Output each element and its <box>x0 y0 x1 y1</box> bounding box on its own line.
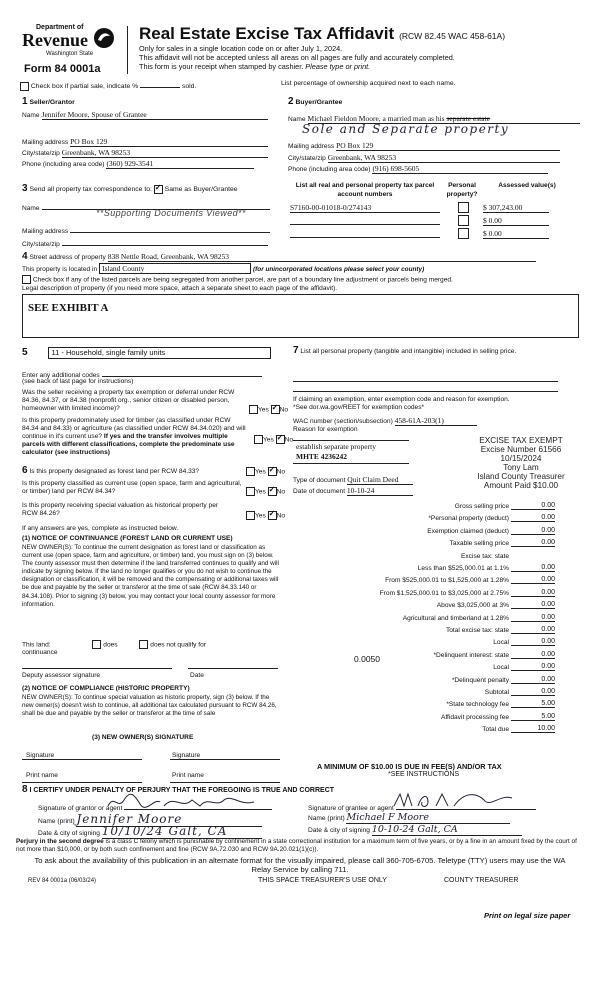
parcels-header-personal: Personal property? <box>446 182 478 198</box>
grantee-signature-row <box>308 800 536 812</box>
exemption-no-checkbox[interactable] <box>271 405 280 414</box>
calc-row-value[interactable]: 0.00 <box>511 663 555 671</box>
revision-code: REV 84 0001a (06/03/24) <box>28 878 97 884</box>
notice1-title: (1) NOTICE OF CONTINUANCE (FOREST LAND OR CURRENT USE) <box>22 535 233 542</box>
calc-row-label: Local <box>493 639 509 647</box>
section-2-number: 2 <box>288 96 294 107</box>
grantor-date-row <box>38 824 262 839</box>
calc-row-value[interactable]: 0.00 <box>511 676 555 684</box>
legal-description-label: Legal description of property (if you need more space, attach a separate sheet to each page of the affidavit). <box>22 285 338 292</box>
personal-property-text: List all personal property (tangible and intangible) included in selling price. <box>300 348 517 355</box>
calc-row-value[interactable]: 0.00 <box>511 651 555 659</box>
grantor-name-label: Name (print) <box>38 818 75 825</box>
this-land-row <box>22 640 206 649</box>
wac-label: WAC number (section/subsection) <box>293 418 393 425</box>
deputy-signature-line[interactable] <box>22 667 172 669</box>
buyer-title: Buyer/Grantee <box>295 99 343 106</box>
section-6-number: 6 <box>22 465 28 476</box>
notice2-body: NEW OWNER(S): To continue special valuation as historic property, sign (3) below. If the new owner(s) doesn't wish to continue, all additional tax calculated pursuant to RCW 84.26, shall be due and payable by the seller or transferor at the time of sale <box>22 694 277 718</box>
wac-row <box>293 416 477 426</box>
owner-signature-label-1: Signature <box>26 752 55 759</box>
header-sub3-text: This form is your receipt when stamped by cashier. <box>139 62 304 71</box>
doc-date[interactable]: 10-10-24 <box>347 486 413 496</box>
street-address-row <box>22 251 536 262</box>
partial-sale-percent[interactable] <box>140 80 180 88</box>
reason-label: Reason for exemption <box>293 426 358 433</box>
additional-codes-input[interactable] <box>102 369 262 377</box>
legal-description-box[interactable] <box>22 294 579 338</box>
calc-row-value[interactable]: 0.00 <box>511 626 555 634</box>
buyer-mailing-row <box>288 141 560 151</box>
buyer-phone[interactable]: (916) 698-5605 <box>372 164 548 174</box>
calc-row-label: Gross selling price <box>454 503 509 510</box>
county-select[interactable]: Island County <box>99 263 251 274</box>
personal-property-line-2[interactable] <box>293 390 558 392</box>
forest-question <box>22 465 242 476</box>
parcel-assessed[interactable]: $ 0.00 <box>483 229 549 239</box>
land-does-not-checkbox[interactable] <box>139 640 148 649</box>
yes-label: Yes <box>263 436 274 444</box>
timber-answers <box>254 435 293 444</box>
yes-label: Yes <box>255 488 266 496</box>
buyer-mailing-label: Mailing address <box>288 143 335 150</box>
buyer-phone-label: Phone (including area code) <box>288 166 371 173</box>
stamp-line2: Excise Number 61566 <box>480 445 562 454</box>
seller-city[interactable]: Greenbank, WA 98253 <box>62 148 268 158</box>
calc-row-label: *State technology fee <box>446 701 509 709</box>
calc-row-value[interactable]: 10.00 <box>511 725 555 733</box>
correspondence-mailing-label: Mailing address <box>22 228 69 235</box>
section-8-number: 8 <box>22 784 28 795</box>
local-rate: 0.0050 <box>354 654 380 664</box>
section-5-number: 5 <box>22 347 28 358</box>
header-sub1: Only for sales in a single location code on or after July 1, 2024. <box>139 44 343 53</box>
calc-row-label: Subtotal <box>484 689 509 696</box>
correspondence-city-row <box>22 237 268 248</box>
reason-line-1[interactable]: establish separate property <box>296 442 376 451</box>
see-back-note: (see back of last page for instructions) <box>22 378 134 385</box>
parcel-row-2 <box>290 216 570 226</box>
department-seal-icon <box>92 26 116 50</box>
calc-row-value[interactable]: 0.00 <box>511 539 555 547</box>
agency-state: Washington State <box>46 51 94 57</box>
timber-question-bold: If yes and the transfer involves multiple parcels with different classifications, complete the predominate use calculator (see instructions) <box>22 433 235 456</box>
correspondence-title: Send all property tax correspondence to: <box>29 186 152 193</box>
header-sub3 <box>139 62 370 71</box>
same-as-buyer-label: Same as Buyer/Grantee <box>164 186 238 193</box>
calc-row-value[interactable]: 5.00 <box>511 700 555 708</box>
no-label: No <box>284 436 294 444</box>
seller-mailing[interactable]: PO Box 129 <box>70 137 268 147</box>
legal-description: SEE EXHIBIT A <box>28 302 109 314</box>
calc-row-label: *Delinquent penalty <box>451 676 509 684</box>
grantor-signature-scribble <box>104 792 274 812</box>
seller-title: Seller/Grantor <box>29 99 75 106</box>
historic-question: Is this property receiving special valuation as historical property per RCW 84.26? <box>22 502 219 517</box>
parcels-header-list: List all real and personal property tax parcel account numbers <box>295 182 435 198</box>
calc-row-label: Less than $525,000.01 at 1.1% <box>417 565 509 572</box>
additional-codes-label: Enter any additional codes <box>22 372 100 379</box>
seller-phone-row <box>22 159 254 169</box>
current-use-no-checkbox[interactable] <box>268 487 277 496</box>
perjury-text: Perjury in the second degree is a class C felony which is punishable by confinement in a state correctional institution for a maximum term of five years, or by a fine in an amount fixed by the court of not more than $10,000, or by both such confinement and fine (RCW 9A.72.030 and RCW 9A.20.021(1)(c)). <box>16 838 577 853</box>
located-row <box>22 263 424 274</box>
owner-print-line-1[interactable] <box>22 781 142 783</box>
parcel-row-1 <box>290 203 570 213</box>
exemption-claim-note: If claiming an exemption, enter exemption code and reason for exemption. *See dor.wa.gov/REET for exemption codes* <box>293 396 510 411</box>
buyer-name-text: Michael Fieldon Moore, a married man as his <box>307 114 445 123</box>
grantee-date-label: Date & city of signing <box>308 827 370 834</box>
doc-type-row <box>293 475 413 485</box>
form-title <box>139 24 505 44</box>
certify-text: I CERTIFY UNDER PENALTY OF PERJURY THAT THE FOREGOING IS TRUE AND CORRECT <box>29 787 335 794</box>
calc-row-label: Exemption claimed (deduct) <box>427 527 509 535</box>
perjury-lead: Perjury in the second degree <box>16 838 104 845</box>
grantee-signature[interactable] <box>396 800 536 810</box>
seller-city-label: City/state/zip <box>22 150 60 157</box>
stamp-line4: Tony Lam <box>503 463 539 472</box>
exemption-yes-checkbox[interactable] <box>249 405 258 414</box>
perjury-notice <box>16 838 584 853</box>
calc-row-value[interactable]: 0.00 <box>511 527 555 535</box>
section-4-number: 4 <box>22 251 28 262</box>
continuance-label: continuance <box>22 649 58 656</box>
grantee-date-row <box>308 824 522 836</box>
owner-signature-label-2: Signature <box>172 752 201 759</box>
calc-row-label: *Delinquent interest: state <box>433 651 509 659</box>
title-citation: (RCW 82.45 WAC 458-61A) <box>399 31 506 41</box>
form-number: Form 84 0001a <box>24 63 101 75</box>
doc-date-row <box>293 486 413 496</box>
buyer-name-label: Name <box>288 116 306 123</box>
seller-mailing-row <box>22 137 268 147</box>
grantor-name[interactable]: Jennifer Moore <box>76 812 262 827</box>
exemption-question: Was the seller receiving a property tax exemption or deferral under RCW 84.36, 84.37, or 84.38 (nonprofit org., senior citizen or disabled person, homeowner with limited income)? <box>22 389 235 412</box>
doc-type[interactable]: Quit Claim Deed <box>347 475 413 485</box>
grantor-date-label: Date & city of signing <box>38 830 100 837</box>
if-yes-note: If any answers are yes, complete as instructed below. <box>22 525 179 532</box>
calc-row-label: From $525,000.01 to $1,525,000 at 1.28% <box>385 577 509 585</box>
parcel-row-3 <box>290 229 570 239</box>
grantee-signature-scribble <box>392 790 532 812</box>
buyer-name-struck: separate estate <box>446 114 490 123</box>
correspondence-mailing[interactable] <box>70 224 270 233</box>
county-note: (for unincorporated locations please select your county) <box>253 266 425 273</box>
reason-box <box>293 440 409 464</box>
current-use-yes-checkbox[interactable] <box>246 487 255 496</box>
buyer-phone-row <box>288 164 548 174</box>
calc-row-label: From $1,525,000.01 to $3,025,000 at 2.75% <box>379 589 509 597</box>
supporting-docs-stamp: **Supporting Documents Viewed** <box>96 208 246 218</box>
historic-yes-checkbox[interactable] <box>246 511 255 520</box>
calc-row-value[interactable]: 0.00 <box>511 638 555 646</box>
correspondence-mailing-row <box>22 224 270 235</box>
parcel-assessed[interactable]: $ 307,243.00 <box>483 203 549 213</box>
seller-mailing-label: Mailing address <box>22 139 69 146</box>
calc-row-label: Affidavit processing fee <box>440 713 509 721</box>
calc-row-value[interactable]: 0.00 <box>511 564 555 572</box>
does-not-label: does not qualify for <box>150 641 206 649</box>
calc-row-label: Above $3,025,000 at 3% <box>436 602 509 610</box>
buyer-city[interactable]: Greenbank, WA 98253 <box>328 153 560 163</box>
timber-question-text: Is this property predominately used for timber (as classified under RCW 84.34 and 84.33) or agriculture (as classified under RCW 84.34.020) and will continue in it's current use? <box>22 417 246 440</box>
minimum-due-note: A MINIMUM OF $10.00 IS DUE IN FEE(S) AND/OR TAX <box>317 762 502 771</box>
correspondence-city[interactable] <box>62 237 268 246</box>
grantee-signature-label: Signature of grantee or agent <box>308 805 394 812</box>
yes-label: Yes <box>255 512 266 520</box>
yes-label: Yes <box>258 406 269 414</box>
historic-answers <box>246 511 285 520</box>
grantee-date-city[interactable]: 10-10-24 Galt, CA <box>372 824 522 836</box>
buyer-city-row <box>288 153 560 163</box>
located-label: This property is located in <box>22 266 98 273</box>
calc-row-value[interactable]: 0.00 <box>511 601 555 609</box>
reason-line-2[interactable]: MHTE 4236242 <box>296 452 348 461</box>
calc-row-label: Total excise tax: state <box>445 627 509 634</box>
owner-print-label-1: Print name <box>26 772 58 779</box>
partial-sale-row <box>20 80 196 91</box>
notice1-body: NEW OWNER(S): To continue the current designation as forest land or classification as current use (open space, farm and agriculture, or timber) land, you must sign on (3) below. The county assessor must then determine if the land transferred continues to qualify and will indicate by signing below. If the land no longer qualifies or you do not wish to continue the designation or classification, it will be removed and the compensating or additional taxes will be due and payable by the seller or transferor at the time of sale (RCW 84.33.140 or 84.34.108). Prior to signing (3) below, you may contact your local county assessor for more information. <box>22 544 279 608</box>
calc-row-value[interactable]: 0.00 <box>511 589 555 597</box>
seller-heading <box>22 96 75 107</box>
forest-question-text: Is this property designated as forest land per RCW 84.33? <box>29 468 200 475</box>
calc-row-value[interactable]: 0.00 <box>511 614 555 622</box>
parcels-header-assessed: Assessed value(s) <box>498 182 556 189</box>
seller-name-label: Name <box>22 112 40 119</box>
buyer-heading <box>288 96 342 107</box>
header-sub2: This affidavit will not be accepted unless all areas on all pages are fully and accurately completed. <box>139 53 455 62</box>
partial-sale-suffix: sold. <box>181 83 197 90</box>
partial-sale-label: Check box if partial sale, indicate % <box>30 83 139 90</box>
street-address-label: Street address of property <box>29 254 106 261</box>
parcel-number[interactable]: S7160-00-01018-0/274143 <box>290 203 440 213</box>
calc-row-label: Agricultural and timberland at 1.28% <box>402 614 509 622</box>
section-1-number: 1 <box>22 96 28 107</box>
forest-yes-checkbox[interactable] <box>246 467 255 476</box>
notice2-title: (2) NOTICE OF COMPLIANCE (HISTORIC PROPERTY) <box>22 685 190 692</box>
grantee-name-label: Name (print) <box>308 815 345 822</box>
agency-line1: Department of <box>36 24 84 31</box>
forest-answers <box>246 467 285 476</box>
timber-yes-checkbox[interactable] <box>254 435 263 444</box>
parcel-personal-checkbox[interactable] <box>458 202 469 213</box>
calc-row-value[interactable]: 0.00 <box>511 514 555 522</box>
grantor-signature-label: Signature of grantor or agent <box>38 805 123 812</box>
owner-print-line-2[interactable] <box>170 781 280 783</box>
parcel-number[interactable] <box>290 216 440 225</box>
seller-phone-label: Phone (including area code) <box>22 161 105 168</box>
correspondence-heading <box>22 183 238 194</box>
wac-number[interactable]: 458-61A-203(1) <box>395 416 477 426</box>
grantee-name-row <box>308 812 510 824</box>
current-use-question: Is this property classified as current use (open space, farm and agricultural, or timber) land per RCW 84.34? <box>22 480 242 495</box>
deputy-date-line[interactable] <box>188 667 278 669</box>
alt-format-notice: To ask about the availability of this publication in an alternate format for the visually impaired, please call 360-705-6705. Teletype (TTY) users may use the WA Relay Service by calling 711. <box>34 856 566 874</box>
historic-no-checkbox[interactable] <box>268 511 277 520</box>
no-label: No <box>276 488 286 496</box>
see-instructions-note: *SEE INSTRUCTIONS <box>388 771 460 778</box>
treasurer-space-label: THIS SPACE TREASURER'S USE ONLY <box>258 877 387 884</box>
no-label: No <box>279 406 289 414</box>
parcel-personal-checkbox[interactable] <box>458 215 469 226</box>
parcel-number[interactable] <box>290 229 440 238</box>
seller-city-row <box>22 148 268 158</box>
calc-row-label: Total due <box>482 726 509 734</box>
owner-print-label-2: Print name <box>172 772 204 779</box>
seller-phone[interactable]: (360) 929-3541 <box>106 159 254 169</box>
header-sub3-italic: Please type or print. <box>305 62 371 71</box>
calc-row-label: Taxable selling price <box>449 540 509 548</box>
does-label: does <box>103 641 118 649</box>
personal-property-label <box>293 347 559 356</box>
header-divider <box>127 26 128 74</box>
agency-logo <box>20 24 120 58</box>
section-7-number: 7 <box>293 345 299 356</box>
stamp-line1: EXCISE TAX EXEMPT <box>479 436 563 445</box>
parcel-personal-checkbox[interactable] <box>458 228 469 239</box>
exempt-stamp <box>470 436 572 490</box>
parcel-assessed[interactable]: $ 0.00 <box>483 216 549 226</box>
calc-row-label: *Personal property (deduct) <box>428 515 509 523</box>
land-use-code-select[interactable]: 11 - Household, single family units <box>48 347 271 359</box>
this-land-label: This land: <box>22 641 51 649</box>
buyer-city-label: City/state/zip <box>288 155 326 162</box>
land-does-checkbox[interactable] <box>92 640 101 649</box>
yes-label: Yes <box>255 468 266 476</box>
street-address[interactable]: 838 Nettle Road, Greenbank, WA 98253 <box>108 252 536 262</box>
seller-name[interactable]: Jennifer Moore, Spouse of Grantee <box>42 110 268 120</box>
county-treasurer-label: COUNTY TREASURER <box>444 877 519 884</box>
calc-row-label: Local <box>493 664 509 672</box>
grantee-name[interactable]: Michael F Moore <box>346 812 510 824</box>
no-label: No <box>276 512 286 520</box>
no-label: No <box>276 468 286 476</box>
notice3-title: (3) NEW OWNER(S) SIGNATURE <box>92 734 194 741</box>
timber-no-checkbox[interactable] <box>276 435 285 444</box>
grantor-signature-row <box>38 800 272 812</box>
partial-sale-checkbox[interactable] <box>20 82 29 91</box>
agency-name: Revenue <box>22 30 88 50</box>
calc-row-value[interactable]: 0.00 <box>511 688 555 696</box>
stamp-line6: Amount Paid $10.00 <box>483 481 559 490</box>
personal-property-line-1[interactable] <box>293 380 558 382</box>
grantor-date-city[interactable]: 10/10/24 Galt, CA <box>102 824 262 839</box>
correspondence-name-label: Name <box>22 205 40 212</box>
doc-type-label: Type of document <box>293 477 346 484</box>
calc-row-value[interactable]: 5.00 <box>511 713 555 721</box>
deputy-signature-label: Deputy assessor signature <box>22 672 101 679</box>
buyer-handwritten-note: Sole and Separate property <box>302 122 510 136</box>
calc-row-label: Excise tax: state <box>460 552 509 560</box>
forest-no-checkbox[interactable] <box>268 467 277 476</box>
same-as-buyer-checkbox[interactable] <box>154 185 163 194</box>
legal-paper-note: Print on legal size paper <box>484 911 571 920</box>
calc-row-value[interactable]: 0.00 <box>511 502 555 510</box>
seller-name-row <box>22 110 276 120</box>
correspondence-city-label: City/state/zip <box>22 241 60 248</box>
ownership-note: List percentage of ownership acquired next to each name. <box>281 80 456 87</box>
segregated-label: Check box if any of the listed parcels are being segregated from another parcel, are part of a boundary line adjustment or parcels being merged. <box>32 276 453 284</box>
section-5-row <box>22 347 271 359</box>
segregated-row <box>22 275 453 284</box>
calc-row-value[interactable]: 0.00 <box>511 576 555 584</box>
grantor-signature[interactable] <box>124 800 272 810</box>
stamp-line3: 10/15/2024 <box>500 454 542 463</box>
deputy-date-label: Date <box>190 672 204 679</box>
stamp-line5: Island County Treasurer <box>477 472 565 481</box>
title-text: Real Estate Excise Tax Affidavit <box>139 24 395 43</box>
current-use-answers <box>246 487 285 496</box>
doc-date-label: Date of document <box>293 488 346 495</box>
timber-question <box>22 417 248 457</box>
buyer-mailing[interactable]: PO Box 129 <box>336 141 560 151</box>
segregated-checkbox[interactable] <box>22 275 31 284</box>
exemption-answers <box>249 405 288 414</box>
section-3-number: 3 <box>22 183 28 194</box>
